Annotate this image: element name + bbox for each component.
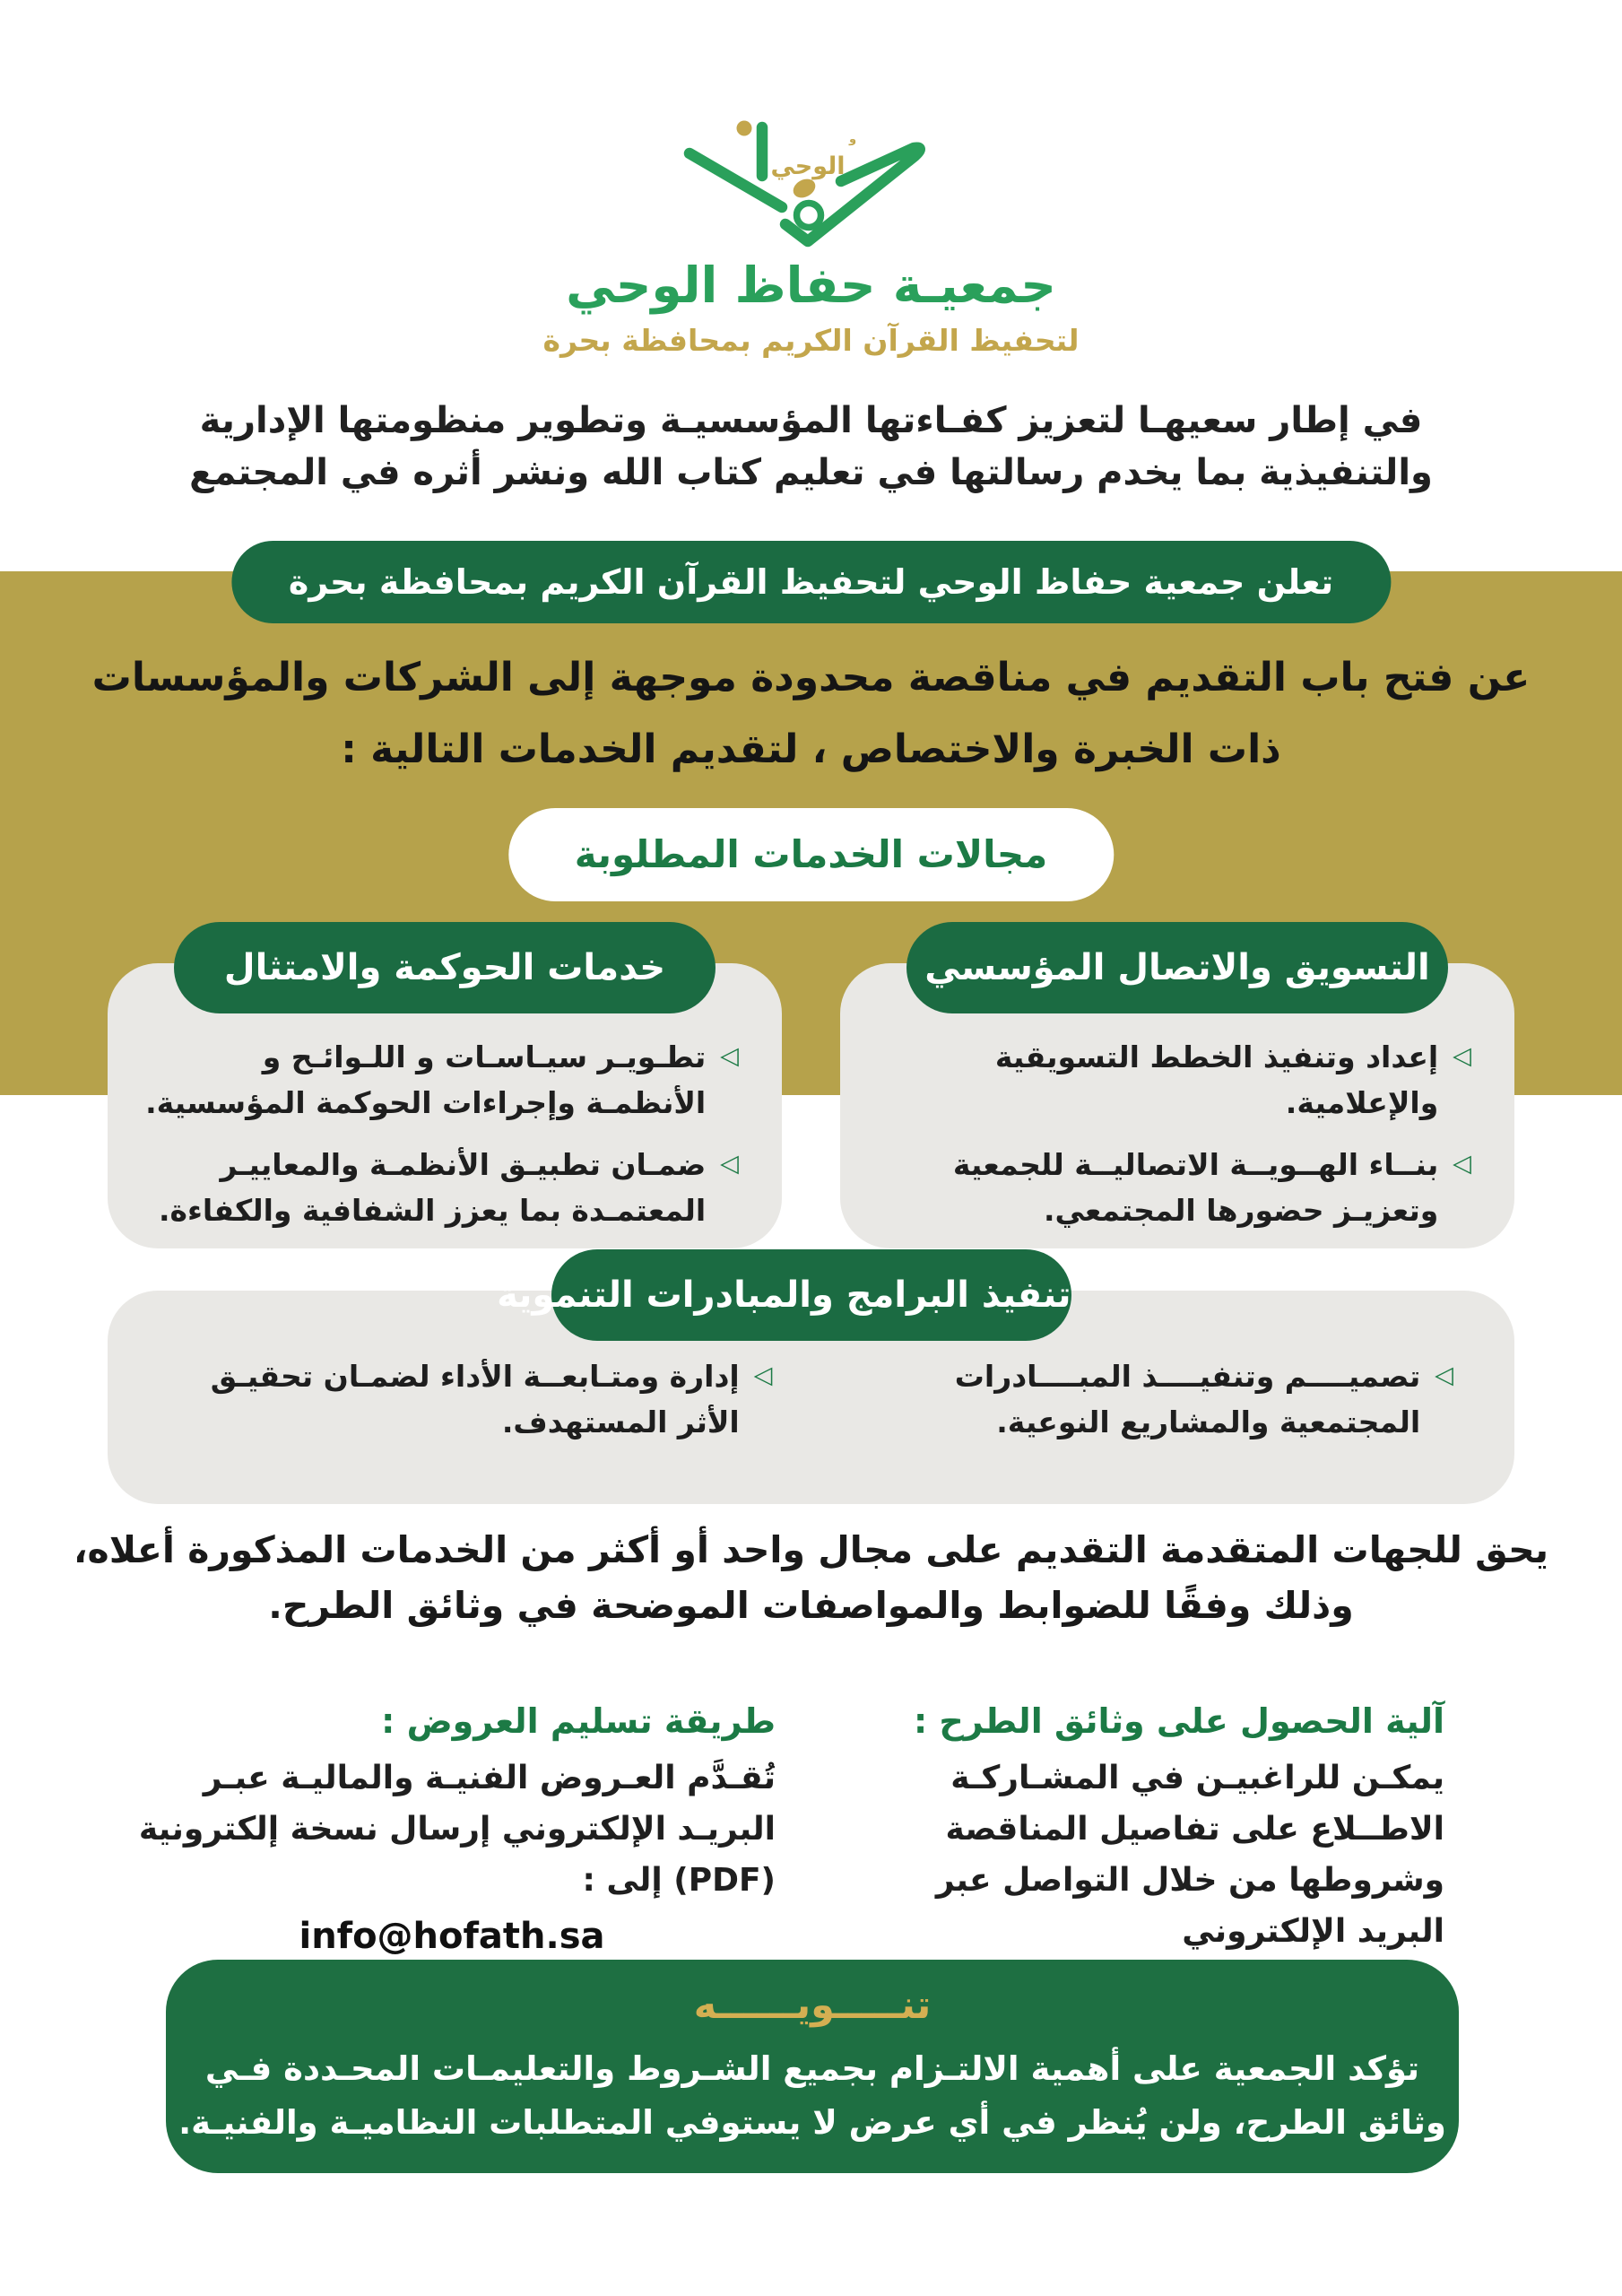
left-triangle-bullet-icon: ◁ — [1453, 1041, 1471, 1070]
intro-line-2: والتنفيذية بما يخدم رسالتها في تعليم كتاب الله ونشر أثره في المجتمع — [189, 452, 1433, 493]
announcement-pill: تعلن جمعية حفاظ الوحي لتحفيظ القرآن الكريم بمحافظة بحرة — [231, 541, 1391, 623]
card-marketing — [840, 922, 1514, 1248]
eligibility-paragraph — [0, 1522, 1622, 1634]
left-triangle-bullet-icon: ◁ — [720, 1041, 739, 1070]
list-item-text: بنــاء الهــويــة الاتصاليــة للجمعية وتعزيـز حضورها المجتمعي. — [952, 1147, 1439, 1229]
logo-left-stroke-icon — [690, 153, 782, 207]
card-programs — [108, 1249, 1514, 1504]
notice-line-1: تؤكد الجمعية على أهمية الالتـزام بجميع الشـروط والتعليمـات المحـددة فـي — [204, 2049, 1420, 2088]
logo-wordmark: الوحي — [770, 152, 846, 180]
page-title: جمعيـة حفاظ الوحي — [566, 257, 1056, 314]
list-item-text: إدارة ومتـابعــة الأداء لضمـان تحقيـق الأثر المستهدف. — [210, 1359, 740, 1440]
docs-access-column — [863, 1701, 1444, 1958]
logo-damma-mark: و — [848, 133, 857, 146]
list-item — [143, 1142, 739, 1233]
list-item — [876, 1034, 1471, 1126]
docs-access-body: يمكـن للراغبيـن في المشـاركـة الاطــلاع على تفاصيل المناقصة وشروطها من خلال التواصل عبر البريد الإلكتروني — [935, 1760, 1444, 1950]
card-governance-title: خدمات الحوكمة والامتثال — [174, 922, 716, 1013]
notice-body — [166, 2042, 1459, 2150]
list-item-text: تصميــــم وتنفيــــذ المبــــادرات المجتمعية والمشاريع النوعية. — [954, 1359, 1421, 1440]
notice-box — [166, 1960, 1459, 2173]
list-item — [876, 1142, 1471, 1233]
list-item — [825, 1353, 1479, 1445]
list-item-text: ضمـان تطبيـق الأنظمـة والمعاييـر المعتمـدة بما يعزز الشفافية والكفاءة. — [159, 1147, 707, 1229]
list-item — [143, 1353, 798, 1445]
card-programs-title: تنفيذ البرامج والمبادرات التنموية — [551, 1249, 1071, 1341]
logo-gold-dot-icon — [737, 121, 752, 136]
announcement-text — [0, 642, 1622, 786]
notice-title: تنـــــويــــــه — [693, 1983, 932, 2028]
card-governance — [108, 922, 782, 1248]
announcement-line-1: عن فتح باب التقديم في مناقصة محدودة موجهة إلى الشركات والمؤسسات — [91, 655, 1531, 700]
left-triangle-bullet-icon: ◁ — [1435, 1361, 1453, 1389]
contact-email: info@hofath.sa — [299, 1915, 605, 1957]
announcement-line-2: ذات الخبرة والاختصاص ، لتقديم الخدمات التالية : — [341, 726, 1281, 773]
card-marketing-title: التسويق والاتصال المؤسسي — [906, 922, 1448, 1013]
logo-ring-icon — [797, 204, 821, 228]
eligibility-line-2: وذلك وفقًا للضوابط والمواصفات الموضحة في وثائق الطرح. — [268, 1584, 1354, 1628]
intro-line-1: في إطار سعيهـا لتعزيز كفـاءتها المؤسسيـة وتطوير منظومتها الإدارية — [199, 400, 1423, 441]
intro-paragraph — [0, 395, 1622, 499]
notice-line-2: وثائق الطرح، ولن يُنظر في أي عرض لا يستوفي المتطلبات النظاميـة والفنيـة. — [178, 2102, 1446, 2142]
left-triangle-bullet-icon: ◁ — [1453, 1150, 1471, 1178]
submission-body: تُقـدَّم العـروض الفنيـة والماليـة عبـر البريـد الإلكتروني إرسال نسخة إلكترونية (PDF) إلى : — [138, 1760, 776, 1899]
association-logo-icon — [676, 93, 945, 255]
list-item — [143, 1034, 739, 1126]
left-triangle-bullet-icon: ◁ — [753, 1361, 773, 1389]
list-item-text: تطـويـر سيـاسـات و اللـوائـح و الأنظمـة وإجراءات الحوكمة المؤسسية. — [145, 1039, 707, 1120]
left-triangle-bullet-icon: ◁ — [720, 1150, 739, 1178]
docs-access-heading: آلية الحصول على وثائق الطرح : — [913, 1701, 1444, 1741]
eligibility-line-1: يحق للجهات المتقدمة التقديم على مجال واحد أو أكثر من الخدمات المذكورة أعلاه، — [73, 1528, 1549, 1571]
submission-heading: طريقة تسليم العروض : — [381, 1701, 776, 1741]
services-section-pill: مجالات الخدمات المطلوبة — [508, 808, 1114, 901]
submission-column — [128, 1701, 776, 1957]
page-subtitle: لتحفيظ القرآن الكريم بمحافظة بحرة — [542, 323, 1080, 358]
list-item-text: إعداد وتنفيذ الخطط التسويقية والإعلامية. — [994, 1039, 1439, 1120]
